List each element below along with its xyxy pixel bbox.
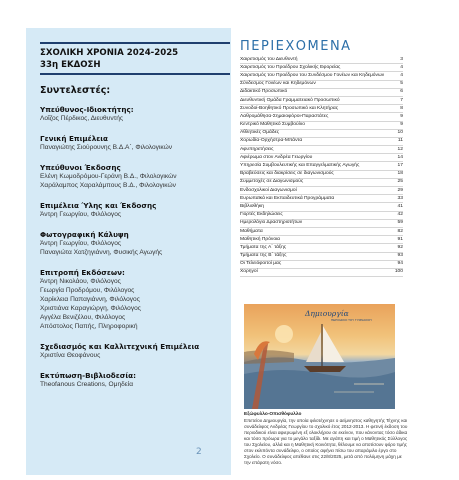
contributor-name: Παναγιώτα Χατζηγιάννη, Φυσικής Αγωγής: [40, 249, 163, 256]
contributor-group: [40, 105, 230, 123]
toc-entry-title: Συμμετοχές σε Διαγωνισμούς: [240, 179, 304, 185]
toc-row: [240, 187, 403, 195]
cover-art-sublabel: ΠΕΡΙΟΔΙΚΟ ΤΟΥ ΓΥΜΝΑΣΙΟΥ: [331, 318, 373, 322]
toc-entry-page: 82: [397, 228, 403, 234]
contributor-group: [40, 163, 230, 190]
contributor-name: Αγγέλα Βενιζέλου, Φιλόλογος: [40, 314, 126, 321]
contributor-name: Χριστιάνα Καραγιώργη, Φιλόλογος: [40, 305, 141, 312]
cover-painting: [244, 304, 395, 409]
toc-entry-title: Τμήματα της Α΄ τάξης: [240, 244, 287, 250]
toc-entry-title: Χαιρετισμός του Προέδρου Σχολικής Εφορείας: [240, 64, 341, 70]
toc-entry-page: 4: [400, 72, 403, 78]
toc-entry-page: 100: [394, 269, 403, 275]
toc-entry-title: Κεντρικό Μαθητικό Συμβούλιο: [240, 122, 305, 128]
toc-row: [240, 220, 403, 228]
toc-row: [240, 130, 403, 138]
toc-entry-title: Συνοδοί-Βοηθητικό Προσωπικό και Κλητήρας: [240, 105, 339, 111]
toc-entry-title: Τμήματα της Β΄ τάξης: [240, 253, 287, 259]
toc-row: [240, 89, 403, 97]
toc-entry-title: Χαιρετισμός του Προέδρου του Συνδέσμου Γονέων και Κηδεμόνων: [240, 72, 385, 78]
toc-row: [240, 228, 403, 236]
cover-art-label: Δημιουργία: [305, 309, 349, 318]
contributor-role: Υπεύθυνος-Ιδιοκτήτης:: [40, 105, 134, 114]
toc-row: [240, 253, 403, 261]
contributor-name: Γεωργία Προδρόμου, Φιλόλογος: [40, 287, 135, 294]
toc-entry-page: 4: [400, 64, 403, 70]
contents-title: ΠΕΡΙΕΧΟΜΕΝΑ: [240, 39, 352, 54]
toc-row: [240, 195, 403, 203]
toc-row: [240, 97, 403, 105]
sailboat-painting-image: [244, 304, 395, 409]
contributor-group: [40, 371, 230, 389]
toc-row: [240, 171, 403, 179]
contributor-group: [40, 268, 230, 331]
toc-entry-title: Υπηρεσία Συμβουλευτικής και Επαγγελματικής Αγωγής: [240, 163, 360, 169]
toc-row: [240, 113, 403, 121]
toc-entry-page: 59: [397, 220, 403, 226]
toc-entry-page: 9: [400, 113, 403, 119]
contributor-group: [40, 201, 230, 219]
toc-entry-title: Αφιέρωμα στον Ανδρέα Γεωργίου: [240, 154, 313, 160]
contributor-role: Γενική Επιμέλεια: [40, 134, 108, 143]
table-of-contents: [240, 56, 403, 277]
toc-row: [240, 72, 403, 80]
contributor-name: Ελένη Κωμοδρόμου-Γεράνη Β.Δ., Φιλολογικών: [40, 173, 177, 180]
school-year: ΣΧΟΛΙΚΗ ΧΡΟΝΙΑ 2024-2025: [40, 48, 179, 58]
toc-entry-title: Σύνδεσμος Γονέων και Κηδεμόνων: [240, 81, 316, 87]
contributor-name: Άντρη Γεωργίου, Φιλόλογος: [40, 211, 122, 218]
toc-row: [240, 236, 403, 244]
cover-caption: [244, 412, 409, 466]
contributor-group: [40, 230, 230, 257]
contributor-name: Χαράλαμπος Χαραλάμπους Β.Δ., Φιλολογικών: [40, 182, 176, 189]
caption-title: Εξώφυλλο-Οπισθόφυλλο: [244, 412, 302, 417]
contributor-role: Σχεδιασμός και Καλλιτεχνική Επιμέλεια: [40, 342, 200, 351]
toc-entry-page: 41: [397, 203, 403, 209]
toc-row: [240, 179, 403, 187]
toc-entry-page: 7: [400, 97, 403, 103]
toc-entry-page: 42: [397, 212, 403, 218]
toc-row: [240, 212, 403, 220]
toc-entry-page: 94: [397, 261, 403, 267]
toc-row: [240, 56, 403, 64]
toc-entry-title: Βιβλιοθήκη: [240, 203, 265, 209]
toc-row: [240, 269, 403, 277]
contributor-role: Εκτύπωση-Βιβλιοδεσία:: [40, 371, 136, 380]
toc-row: [240, 244, 403, 252]
contributor-group: [40, 342, 230, 360]
toc-row: [240, 138, 403, 146]
toc-entry-title: Βραβεύσεις και διακρίσεις σε διαγωνισμούς: [240, 171, 334, 177]
toc-row: [240, 122, 403, 130]
toc-row: [240, 203, 403, 211]
toc-entry-title: Χαιρετισμός του Διευθυντή: [240, 56, 298, 62]
toc-entry-page: 14: [397, 154, 403, 160]
toc-row: [240, 105, 403, 113]
toc-entry-page: 6: [400, 89, 403, 95]
toc-entry-page: 5: [400, 81, 403, 87]
toc-entry-title: Χορηγοί: [240, 269, 258, 275]
toc-entry-page: 25: [397, 179, 403, 185]
toc-entry-page: 12: [397, 146, 403, 152]
toc-row: [240, 261, 403, 269]
toc-entry-title: Λαθρομάθησα-Σημαιοφόροι-Παραστάτες: [240, 113, 329, 119]
caption-text: Επετείου Δημιουργία, την οποία φιλοτέχνησε ο αείμνηστος καθηγητής Τέχνης και συνάδελφος Ανδρέας Γεωργίου το σχολικό έτος 2012-2013. Η φετινή έκδοση του περιοδικού είναι αφιερωμένη εξ ολοκλήρου σε εκείνον, που κάνοντας τόσο άδικα και τόσο πρόωρα για το μεγάλο ταξίδι. Με αγάπη και τιμή ο Μαθητικός Σύλλογος του Σχολείου, αλλά και η Μαθητική Κοινότητα, θέλουμε να αποτίσουν φόρο τιμής στον εκλιπόντα συνάδελφο, ο οποίος αφήνει πίσω του απαράμιλο έργο στο Σχολείο. Ο συνάδελφος απέθανε στις 22/8/2025, μετά από πολύμηνη μάχη με την επάρατη νόσο.: [244, 418, 408, 465]
contributor-name: Παναγιώτης Σιούρουνης Β.Δ.Α΄, Φιλολογικών: [40, 144, 173, 151]
contributor-group: [40, 134, 230, 152]
toc-entry-title: Ενδοσχολικοί Διαγωνισμοί: [240, 187, 297, 193]
toc-entry-page: 17: [397, 163, 403, 169]
toc-entry-title: Ημερολόγιο Δραστηριοτήτων: [240, 220, 303, 226]
toc-entry-page: 3: [400, 56, 403, 62]
toc-entry-title: Χορωδία-Ορχήστρα-Μπάντα: [240, 138, 303, 144]
toc-entry-title: Διδακτικό Προσωπικό: [240, 89, 288, 95]
toc-entry-title: Οι Τελειόφοιτοί μας: [240, 261, 282, 267]
toc-entry-title: Διευθυντική Ομάδα Γραμματειακό Προσωπικό: [240, 97, 340, 103]
contributor-groups: [40, 105, 230, 389]
contributors-title: Συντελεστές:: [40, 85, 111, 96]
contributor-name: Χαρίκλεια Παπαγιάννη, Φιλόλογος: [40, 296, 140, 303]
toc-entry-title: Μαθήματα: [240, 228, 263, 234]
contributor-name: Χριστίνα Θεοφάνους: [40, 352, 101, 359]
toc-entry-title: Αθλητικές Ομάδες: [240, 130, 280, 136]
toc-entry-page: 10: [397, 130, 403, 136]
edition-header: [40, 42, 230, 75]
contributor-role: Επιτροπή Εκδόσεων:: [40, 268, 125, 277]
toc-entry-page: 18: [397, 171, 403, 177]
contributor-name: Theofanous Creations, Ομηδεία: [40, 381, 134, 388]
contributor-name: Άντρη Γεωργίου, Φιλόλογος: [40, 240, 122, 247]
toc-entry-page: 93: [397, 253, 403, 259]
toc-entry-page: 11: [397, 138, 403, 144]
toc-entry-title: Αφυπηρετήσεις: [240, 146, 274, 152]
contributor-role: Επιμέλεια Ύλης και Έκδοσης: [40, 201, 157, 210]
toc-entry-page: 8: [400, 105, 403, 111]
edition-number: 33η ΕΚΔΟΣΗ: [40, 60, 101, 70]
toc-entry-page: 33: [397, 195, 403, 201]
toc-entry-title: Μαθητική Πρόνοια: [240, 236, 280, 242]
contributor-name: Άντρη Νικολάου, Φιλόλογος: [40, 278, 121, 285]
toc-entry-page: 92: [397, 244, 403, 250]
contributor-role: Φωτογραφική Κάλυψη: [40, 230, 129, 239]
toc-row: [240, 146, 403, 154]
page-number: 2: [196, 447, 202, 457]
toc-entry-title: Ευρωπαϊκά και Εκπαιδευτικά Προγράμματα: [240, 195, 335, 201]
toc-entry-page: 9: [400, 122, 403, 128]
contributor-role: Υπεύθυνοι Έκδοσης: [40, 163, 121, 172]
toc-entry-page: 91: [397, 236, 403, 242]
toc-row: [240, 154, 403, 162]
contributor-name: Απόστολος Παπής, Πληροφορική: [40, 323, 138, 330]
toc-entry-title: Γιορτές Εκδηλώσεις: [240, 212, 283, 218]
contributor-name: Λοΐζος Πέρδικος, Διευθυντής: [40, 115, 124, 122]
contributors-list: [40, 85, 230, 400]
toc-row: [240, 81, 403, 89]
toc-entry-page: 29: [397, 187, 403, 193]
toc-row: [240, 162, 403, 170]
toc-row: [240, 64, 403, 72]
